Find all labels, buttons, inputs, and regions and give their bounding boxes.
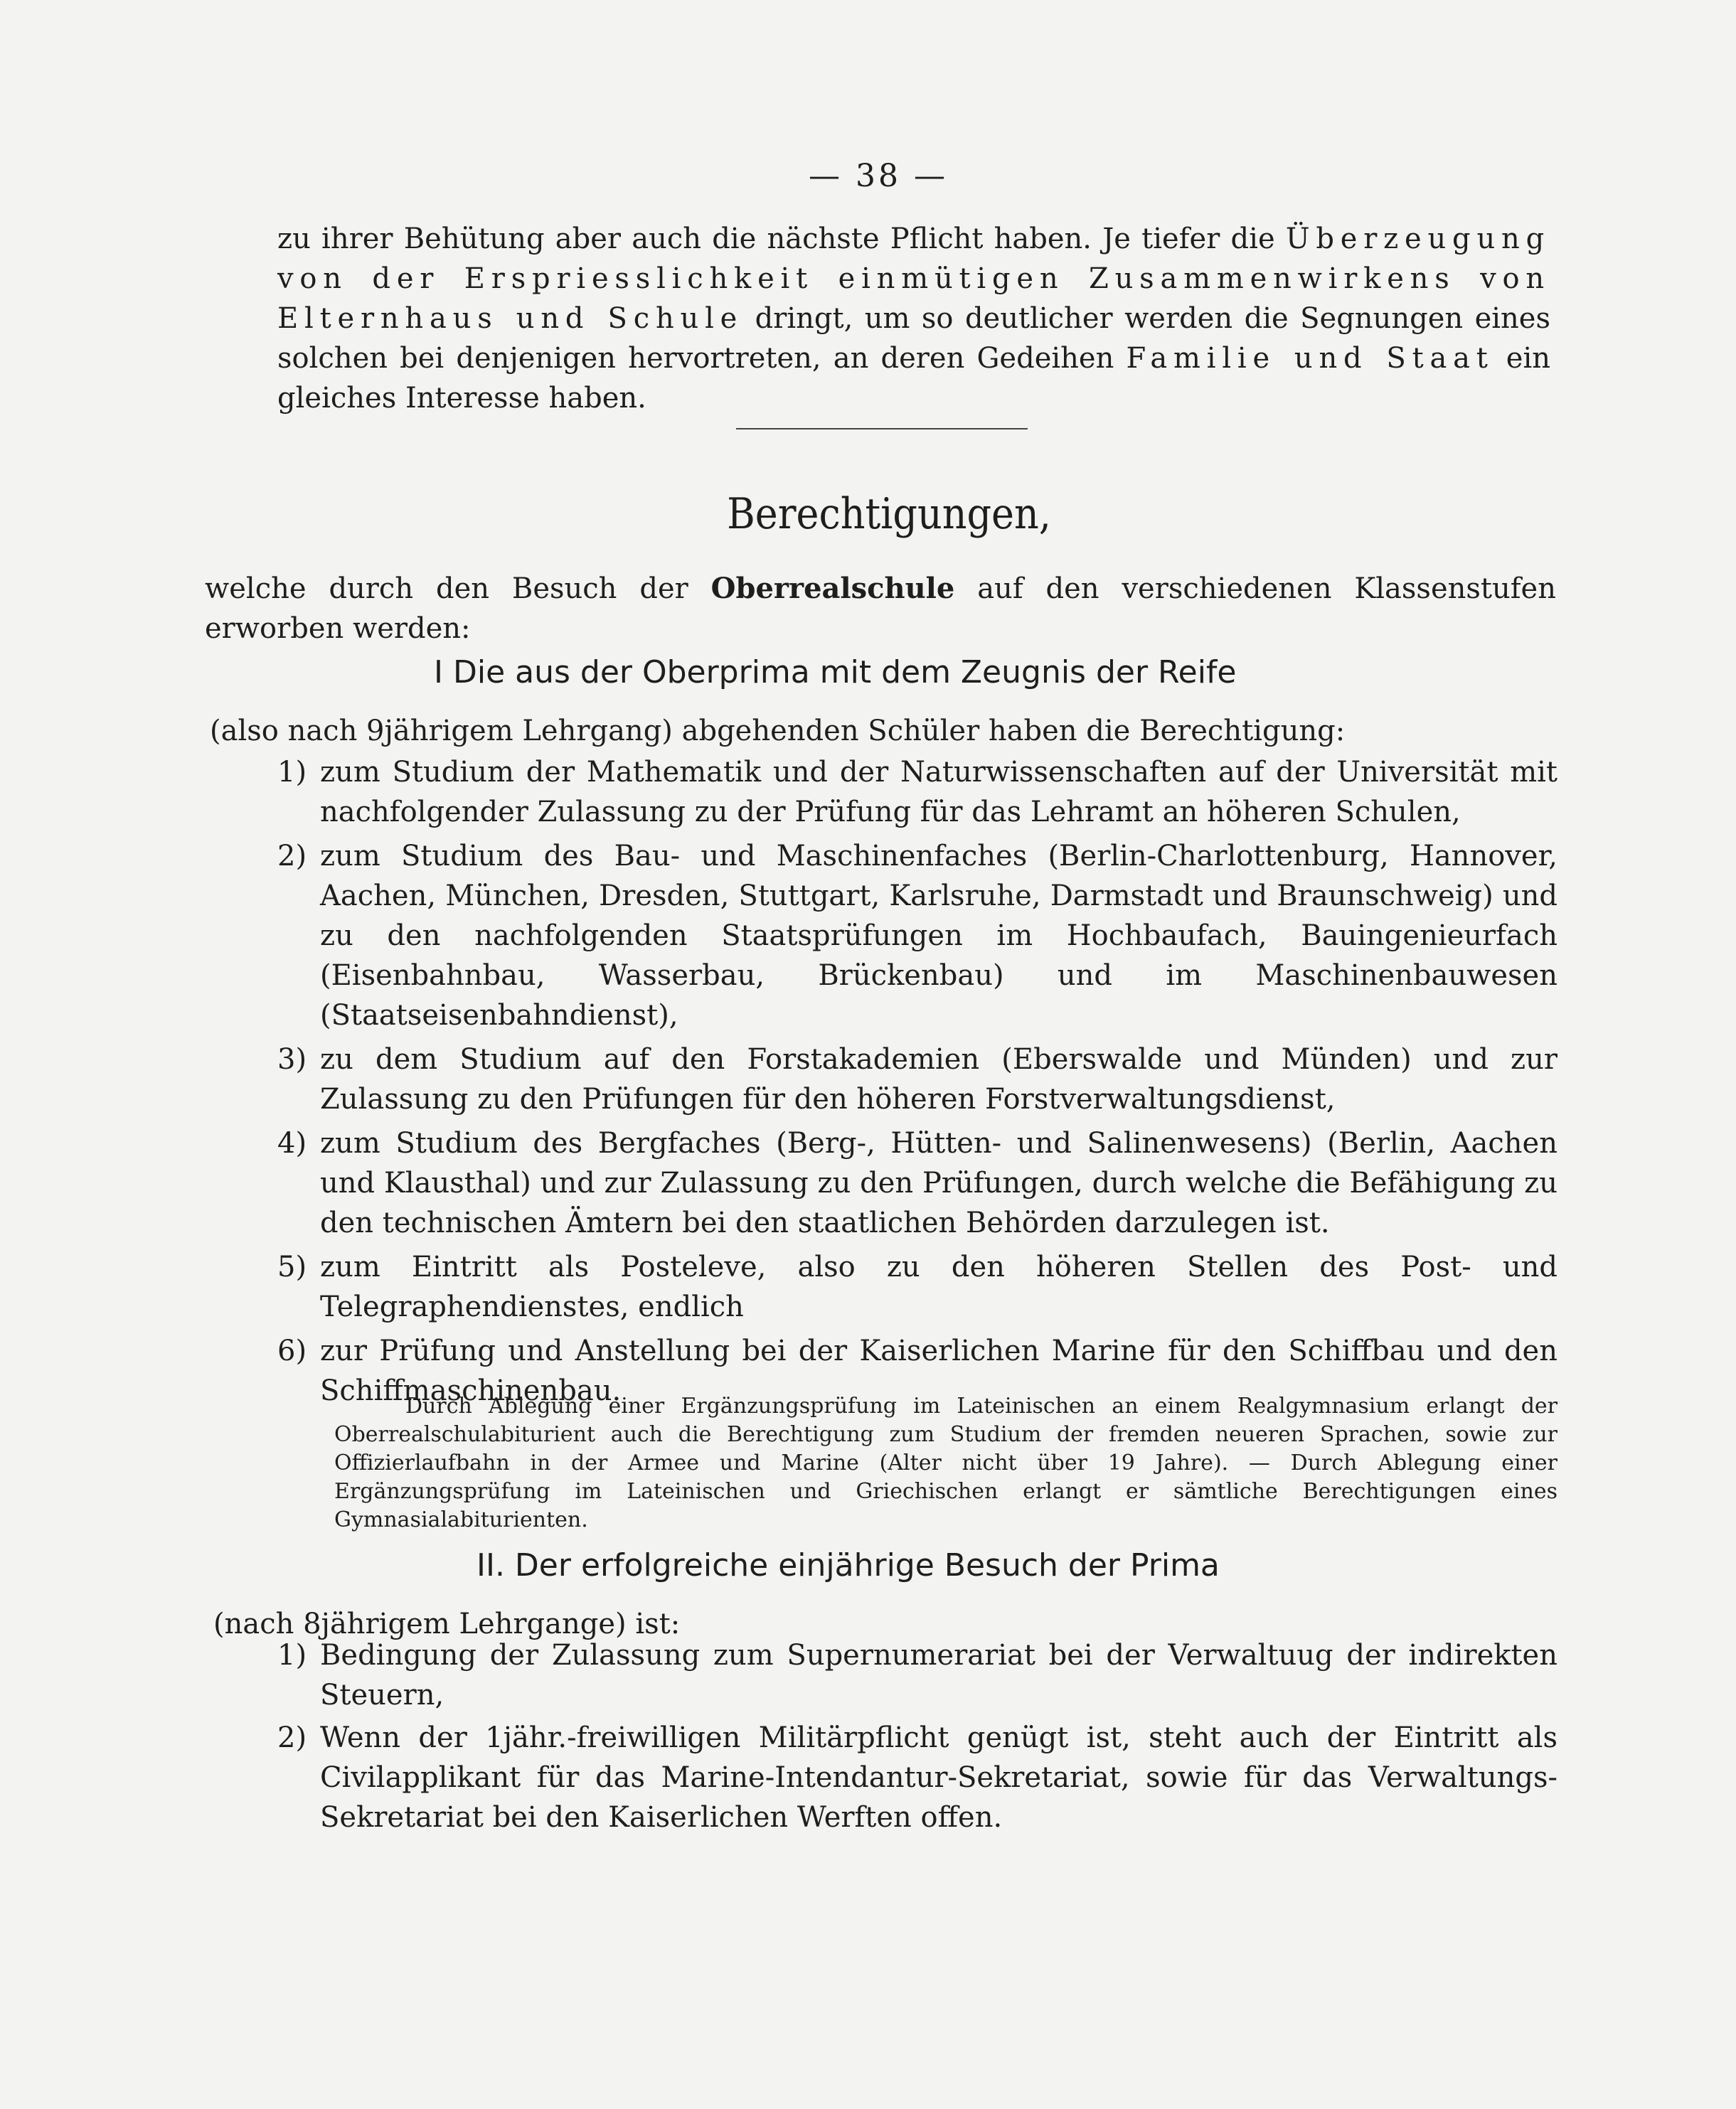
footnote: Durch Ablegung einer Ergänzungsprüfung im Lateinischen an einem Realgymnasium erlangt der Oberrealschulabiturient auch die Berechtigung zum Studium der fremden neueren Sprachen, sowie zur Offizierlaufbahn in der Armee und Marine (Alter nicht über 19 Jahre). — Durch Ablegung einer Ergänzungsprüfung im Lateinischen und Griechischen erlangt er sämtliche Berechtigungen eines Gymnasialabiturienten. [334,1394,1557,1532]
item-text: Wenn der 1jähr.-freiwilligen Militärpflicht genügt ist, steht auch der Eintritt als Civilapplikant für das Marine-Intendantur-Sekretariat, sowie für das Verwaltungs-Sekretariat bei den Kaiserlichen Werften offen. [320,1721,1557,1834]
section2-lead: (nach 8jährigem Lehrgange) ist: [213,1608,681,1640]
item-text: zum Studium des Bau- und Maschinenfaches (Berlin-Charlottenburg, Hannover, Aachen, München, Dresden, Stuttgart, Karlsruhe, Darmstadt und Braunschweig) und zu den nachfolgenden Staatsprüfungen im Hochbaufach, Bauingenieurfach (Eisenbahnbau, Wasserbau, Brückenbau) und im Maschinenbauwesen (Staatseisenbahndienst), [320,840,1557,1032]
list-item [277,836,1557,1035]
item-text: zur Prüfung und Anstellung bei der Kaiserlichen Marine für den Schiffbau und den Schiffmaschinenbau. [320,1335,1557,1407]
item-number: 2) [277,1721,307,1754]
heading-intro-after: auf den verschiedenen Klassenstufen erworben werden: [205,572,1556,645]
section-heading: Berechtigungen, [727,489,1051,539]
item-number: 6) [277,1335,307,1367]
section1-title: I Die aus der Oberprima mit dem Zeugnis der Reife [434,654,1237,690]
section1-lead: (also nach 9jährigem Lehrgang) abgehenden Schüler haben die Berechtigung: [210,715,1346,747]
item-number: 3) [277,1043,307,1076]
intro-spaced-2: Familie und Staat [1126,342,1494,375]
intro-paragraph [277,219,1550,418]
list-item [277,1123,1557,1243]
item-text: zum Studium der Mathematik und der Naturwissenschaften auf der Universität mit nachfolgender Zulassung zu der Prüfung für das Lehramt an höheren Schulen, [320,756,1557,828]
list-item [277,1247,1557,1327]
item-number: 4) [277,1127,307,1160]
item-text: zu dem Studium auf den Forstakademien (Eberswalde und Münden) und zur Zulassung zu den Prüfungen für den höheren Forstverwaltungsdienst, [320,1043,1557,1116]
section2-list [277,1635,1557,1840]
intro-spaced-1: Überzeugung von der Erspriesslichkeit einmütigen Zusammenwirkens von Elternhaus und Schule [277,223,1550,335]
heading-intro-before: welche durch den Besuch der [205,572,711,605]
list-item [277,1718,1557,1837]
page-number: — 38 — [809,158,948,194]
list-item [277,1635,1557,1715]
list-item [277,1040,1557,1119]
heading-intro [205,569,1556,648]
item-text: zum Eintritt als Posteleve, also zu den höheren Stellen des Post- und Telegraphendienstes, endlich [320,1251,1557,1323]
item-text: zum Studium des Bergfaches (Berg-, Hütten- und Salinenwesens) (Berlin, Aachen und Klausthal) und zur Zulassung zu den Prüfungen, durch welche die Befähigung zu den technischen Ämtern bei den staatlichen Behörden darzulegen ist. [320,1127,1557,1239]
list-item [277,752,1557,832]
section-divider [736,428,1028,429]
intro-text-2: dringt, um so deutlicher werden die Segnungen eines solchen bei denjenigen hervortreten, an deren Gedeihen [277,302,1551,375]
intro-text-1: zu ihrer Behütung aber auch die nächste Pflicht haben. Je tiefer die [277,223,1286,255]
item-text: Bedingung der Zulassung zum Supernumerariat bei der Verwaltuug der indirekten Steuern, [320,1639,1557,1712]
section1-list [277,752,1557,1415]
item-number: 1) [277,756,307,789]
intro-text-3: ein gleiches Interesse haben. [277,342,1551,415]
item-number: 1) [277,1639,307,1672]
item-number: 5) [277,1251,307,1283]
heading-intro-bold: Oberrealschule [710,572,955,605]
item-number: 2) [277,840,307,872]
section2-title: II. Der erfolgreiche einjährige Besuch der Prima [476,1547,1220,1584]
